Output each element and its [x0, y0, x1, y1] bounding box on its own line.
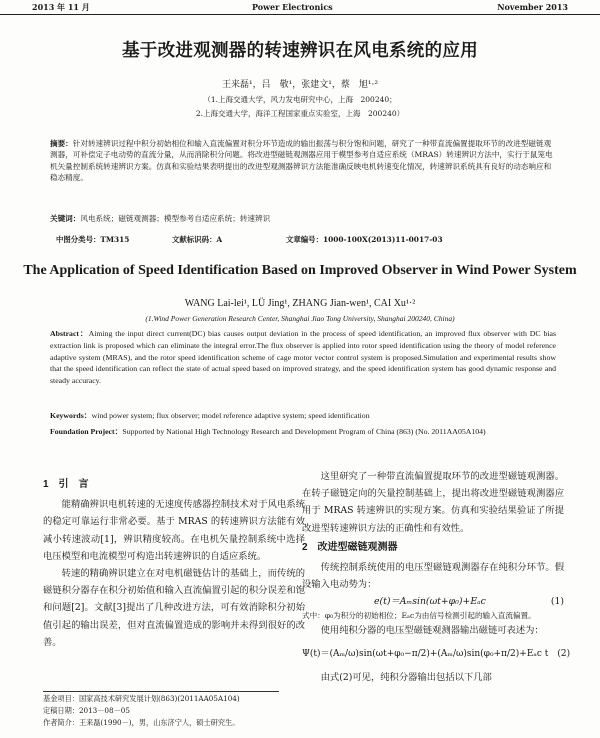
affiliation-cn-2: 2.上海交通大学，海洋工程国家重点实验室，上海 200240）: [195, 109, 405, 118]
footnote-date: 定稿日期：2013－08－05: [43, 706, 130, 715]
clc-number: 中图分类号：TM315: [56, 235, 130, 244]
section-2-paragraph-1: 传统控制系统使用的电压型磁链观测器存在纯积分环节。假设输入电动势为：: [302, 562, 564, 591]
section-1-paragraph-2: 转速的精确辨识建立在对电机磁链估计的基础上，而传统的磁链积分器存在积分初始值和输入直流偏置引起的积分误差和饱和问题[2]。文献[3]提出了几种改进方法，可有效消除积分初始值引起的输出误差，但对直流偏置造成的影响并未得到很好的改善。: [43, 568, 305, 648]
header-date-cn: 2013 年 11 月: [32, 2, 90, 12]
page-header: [0, 0, 600, 15]
authors-cn: 王来磊¹，吕 敬¹，张建文¹，蔡 旭¹·²: [222, 80, 378, 90]
keywords-en-label: Keywords：: [50, 411, 92, 420]
equation-1-note: 式中：φ₀为积分的初始相位；Eₐc为由信号检测引起的输入直流偏置。: [302, 611, 536, 621]
body-right-column: [302, 468, 571, 686]
foundation-en: [50, 426, 556, 438]
section-2-paragraph-3: 由式(2)可见，纯积分器输出包括以下几部: [320, 671, 492, 683]
footnote-fund: 基金项目：国家高技术研究发展计划(863)(2011AA05A104): [43, 694, 240, 703]
footnotes: [43, 693, 283, 729]
foundation-en-text: Supported by National High Technology Research and Development Program of China (863) (No. 2011AA05A104): [122, 427, 486, 436]
abstract-cn: [50, 138, 556, 183]
footnote-divider: [43, 691, 279, 692]
section-2-heading: 2 改进型磁链观测器: [302, 541, 398, 553]
authors-en: WANG Lai-lei¹, LÜ Jing¹, ZHANG Jian-wen¹, CAI Xu¹·²: [184, 298, 416, 309]
foundation-en-label: Foundation Project：: [50, 427, 123, 436]
abstract-en-label: Abstract：: [50, 329, 89, 338]
title-cn: 基于改进观测器的转速辨识在风电系统的应用: [122, 41, 478, 61]
keywords-cn-text: 风电系统；磁链观测器；模型参考自适应系统；转速辨识: [80, 214, 271, 223]
abstract-en-text: Aiming the input direct current(DC) bias causes output deviation in the process of speed identification, an improved flux observer with DC bias extraction link is proposed which can eliminate the integral error.The flux observer is applied into rotor speed identification using the theory of model reference adaptive system (MRAS), and the rotor speed identification scheme of cage motor vector control system is proposed.Simulation and experimental results show that the speed identification can reflect the state of actual speed based on improved strategy, and the speed identification system has good dynamic response and steady accuracy.: [50, 329, 556, 386]
title-en: The Application of Speed Identification Based on Improved Observer in Wind Power System: [23, 263, 577, 278]
abstract-cn-label: 摘要：: [50, 139, 73, 148]
section-1-heading: 1 引 言: [43, 479, 89, 490]
section-2-paragraph-2: 使用纯积分器的电压型磁链观测器输出磁链可表述为：: [320, 625, 544, 637]
keywords-en-text: wind power system; flux observer; model reference adaptive system; speed identification: [91, 411, 370, 420]
keywords-cn: [50, 213, 556, 224]
doc-code: 文献标识码：A: [172, 235, 223, 244]
body-left-column: [43, 474, 305, 651]
equation-1: [302, 593, 564, 610]
equation-2: Ψ(t)＝(Aₘ/ω)sin(ωt+φ₀−π/2)+(Aₘ/ω)sin(φ₀+π/2)+Eₐc t (2): [302, 648, 571, 659]
section-1-paragraph-1: 能精确辨识电机转速的无速度传感器控制技术对于风电系统的稳定可靠运行非常必要。基于 MRAS 的转速辨识方法能有效减小转速波动[1]，辨识精度较高。在电机矢量控制系统中选择电压模型和电流模型可构造出转速辨识的自适应系统。: [43, 499, 305, 562]
keywords-cn-label: 关键词：: [50, 214, 81, 223]
article-number: 文章编号：1000-100X(2013)11-0017-03: [286, 235, 443, 244]
affiliation-cn-1: （1.上海交通大学，风力发电研究中心，上海 200240；: [203, 95, 397, 104]
equation-1-body: e(t)＝Aₘsin(ωt+φ₀)+Eₐc: [374, 596, 486, 608]
classification-line: [56, 234, 556, 245]
header-date-en: November 2013: [497, 2, 568, 12]
keywords-en: [50, 410, 556, 422]
affiliation-en: (1.Wind Power Generation Research Center, Shanghai Jiao Tong University, Shanghai 200240, China): [145, 314, 455, 323]
abstract-en: [50, 328, 556, 387]
abstract-cn-text: 针对转速辨识过程中积分初始相位和输入直流偏置对积分环节造成的输出振荡与积分饱和问题，研究了一种带直流偏置提取环节的改进型磁链观测器，可补偿定子电动势的直流分量，从而消除积分问题。将改进型磁链观测器应用于模型参考自适应系统（MRAS）转速辨识方法中，实行于鼠笼电机矢量控制系统转速辨识方案。仿真和实验结果表明提出的改进型观测器辨识方法能准确反映电机转速变化情况，转速辨识系统具有良好的动态响应和稳态精度。: [50, 139, 553, 182]
footnote-author: 作者简介：王来磊(1990－)，男，山东济宁人，硕士研究生。: [43, 718, 240, 727]
header-journal: Power Electronics: [252, 2, 333, 12]
equation-1-number: (1): [550, 596, 564, 608]
intro-paragraph-3: 这里研究了一种带直流偏置提取环节的改进型磁链观测器。在转子磁链定向的矢量控制基础上，提出将改进型磁链观测器应用于 MRAS 转速辨识的实现方案。仿真和实验结果验证了所提改进型转速辨识方法的正确性和有效性。: [302, 471, 564, 534]
